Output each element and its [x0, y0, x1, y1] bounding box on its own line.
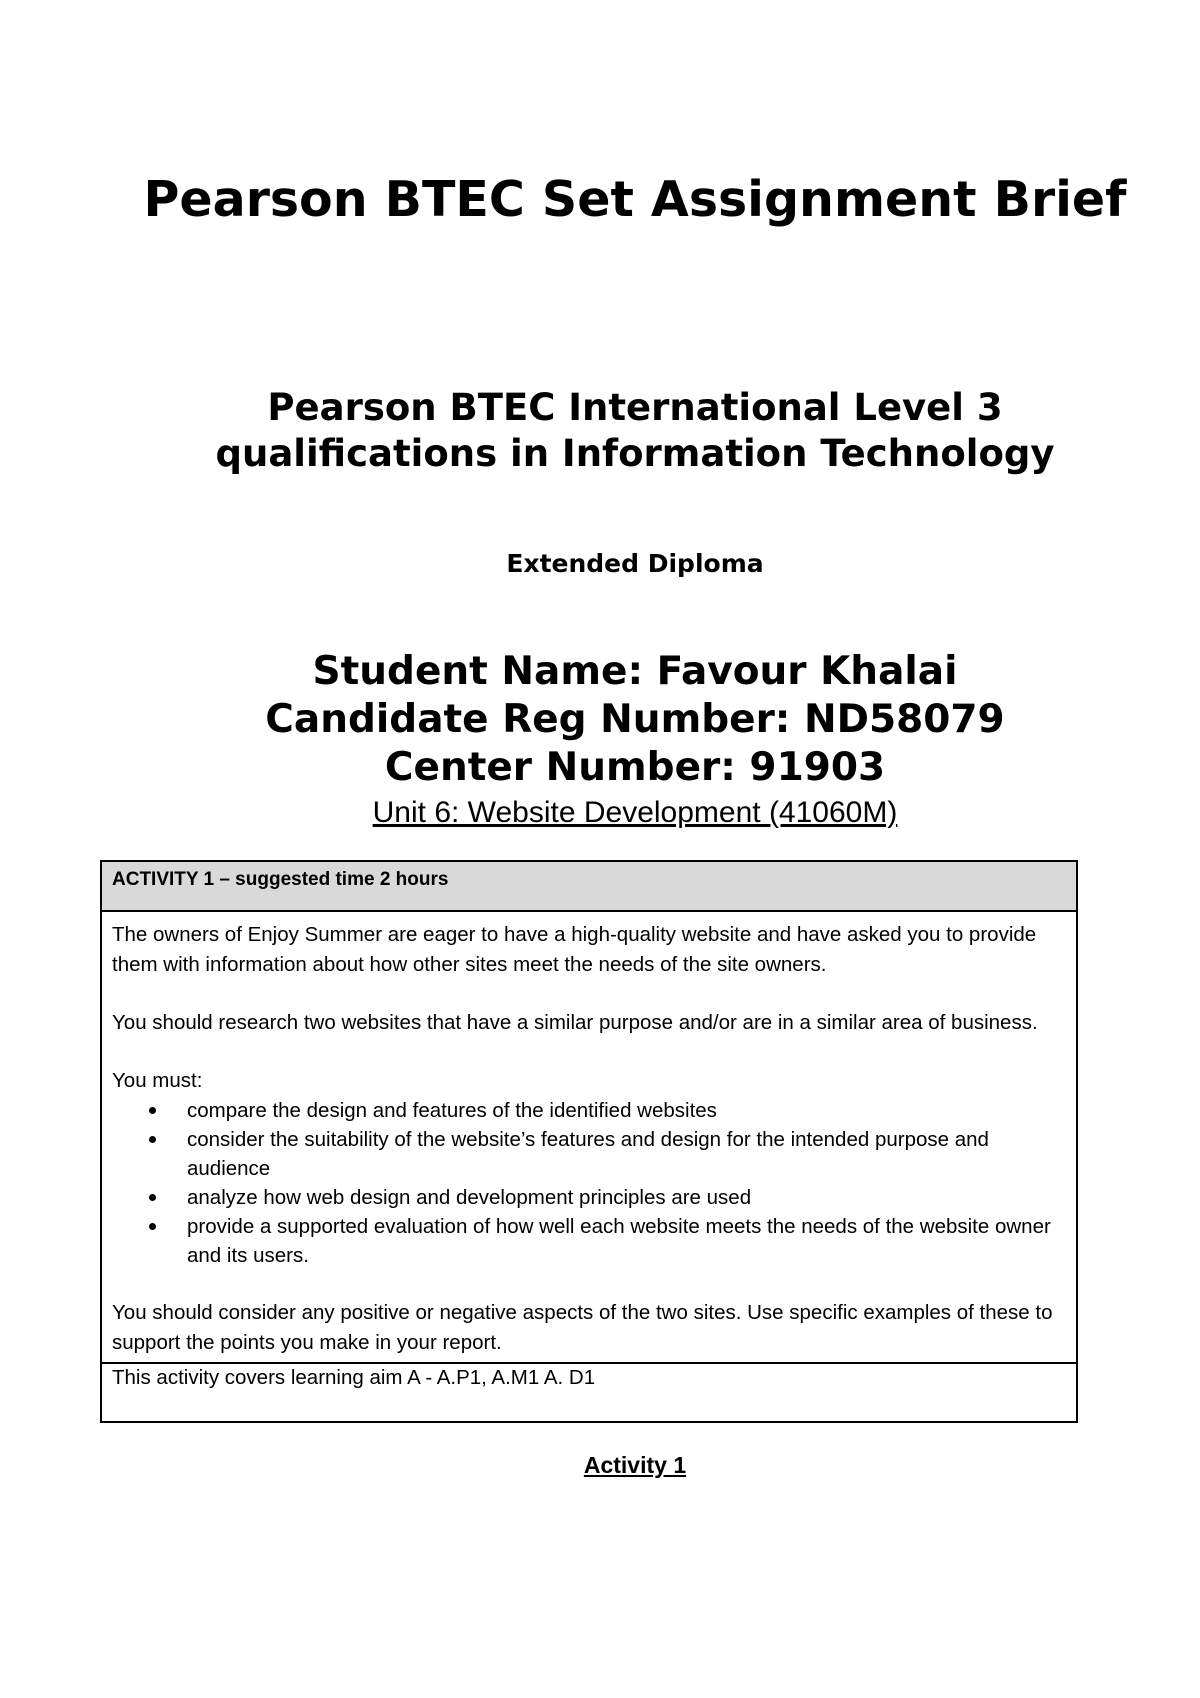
list-item: provide a supported evaluation of how well each website meets the needs of the website owner and its users.	[187, 1212, 1066, 1270]
activity-table-body	[102, 912, 1076, 1364]
research-paragraph: You should research two websites that have a similar purpose and/or are in a similar area of business.	[112, 1011, 1038, 1034]
intro-paragraph: The owners of Enjoy Summer are eager to have a high-quality website and have asked you to provide them with information about how other sites meet the needs of the site owners.	[112, 923, 1037, 976]
activity-table-header: ACTIVITY 1 – suggested time 2 hours	[102, 862, 1076, 912]
list-item: consider the suitability of the website’s features and design for the intended purpose and audience	[187, 1125, 1066, 1183]
student-details	[150, 648, 1120, 792]
list-item: compare the design and features of the identified websites	[187, 1096, 1066, 1125]
learning-aim-row: This activity covers learning aim A - A.P1, A.M1 A. D1	[112, 1366, 596, 1389]
qualification-title: Pearson BTEC International Level 3 qualifications in Information Technology	[215, 386, 1055, 475]
activity-heading: Activity 1	[583, 1452, 687, 1478]
activity-table	[100, 860, 1078, 1423]
unit-title: Unit 6: Website Development (41060M)	[372, 796, 898, 829]
center-number: Center Number: 91903	[384, 745, 886, 790]
document-title: Pearson BTEC Set Assignment Brief	[143, 171, 1127, 228]
candidate-reg-number: Candidate Reg Number: ND58079	[265, 697, 1005, 742]
must-label: You must:	[112, 1069, 203, 1092]
student-name: Student Name: Favour Khalai	[312, 649, 958, 694]
diploma-label: Extended Diploma	[506, 549, 764, 578]
list-item: analyze how web design and development principles are used	[187, 1183, 1066, 1212]
requirements-list	[112, 1096, 1066, 1270]
closing-paragraph: You should consider any positive or negative aspects of the two sites. Use specific examples of these to support the points you make in your report.	[112, 1301, 1053, 1354]
